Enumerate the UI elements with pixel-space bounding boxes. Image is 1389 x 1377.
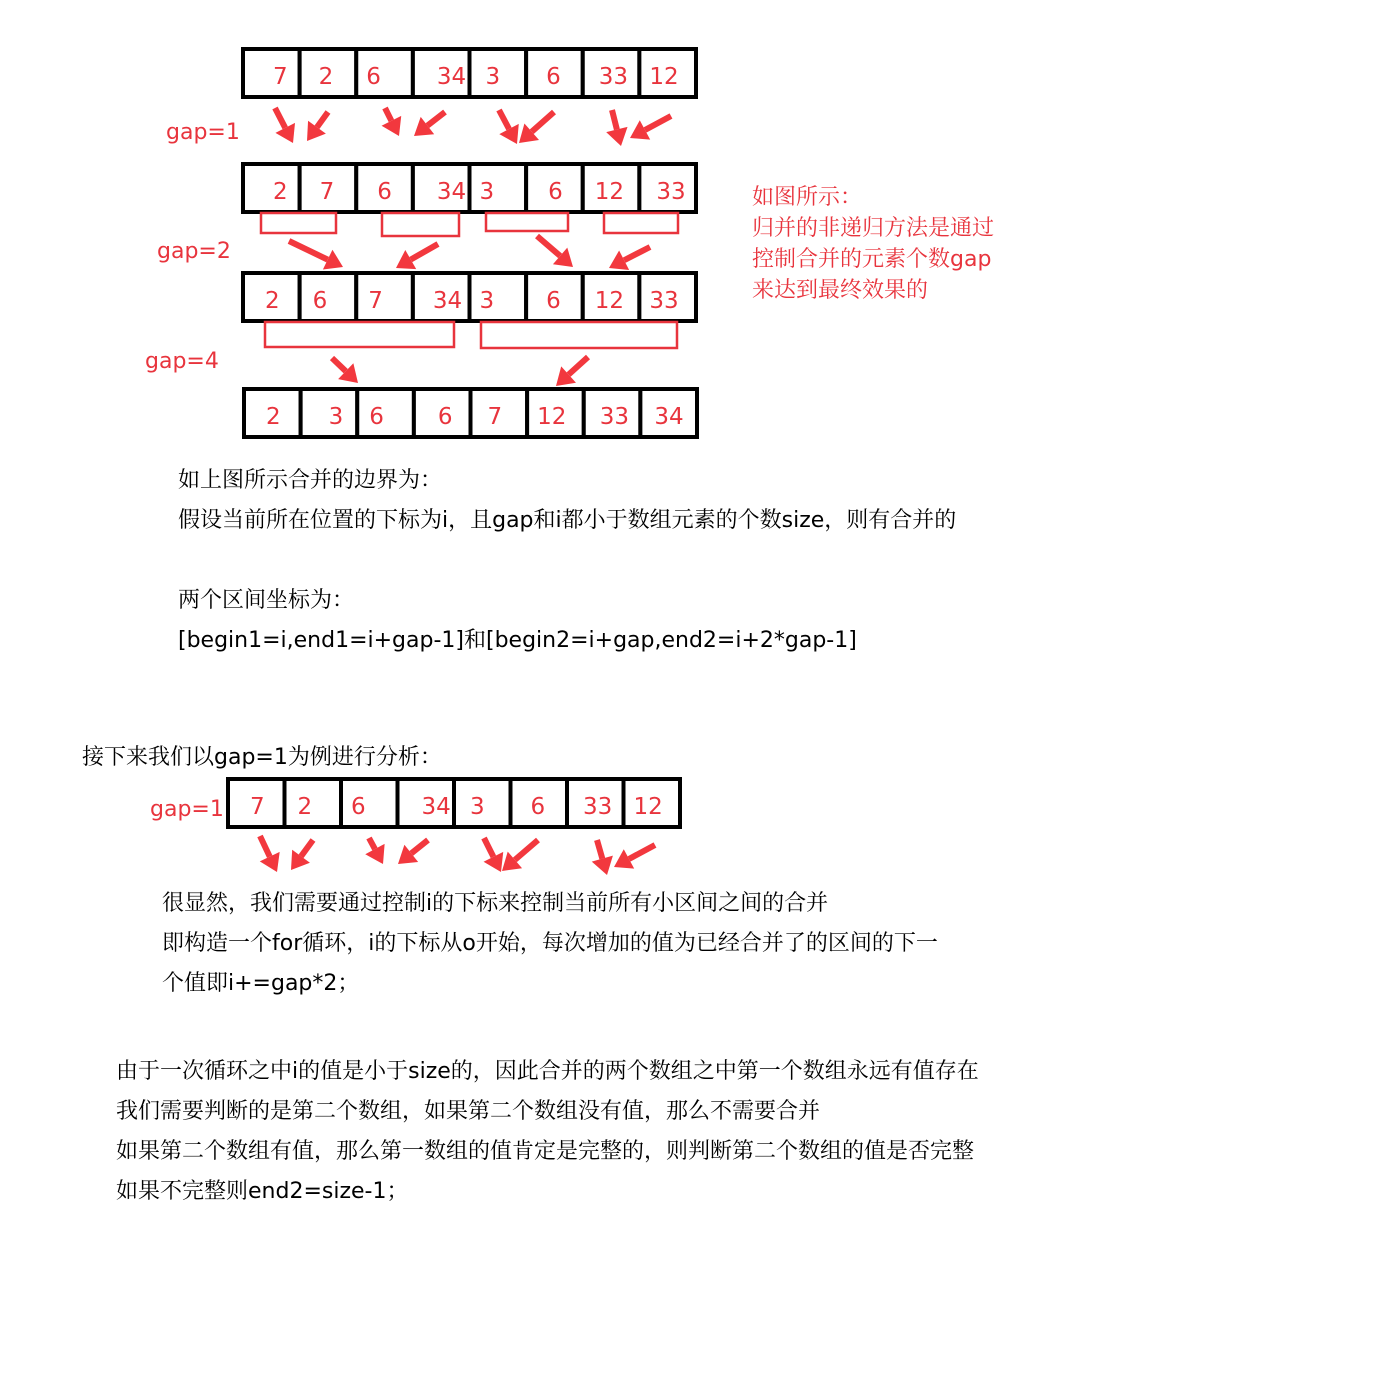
array-cell-value: 2 [297,794,313,820]
array-row [243,49,696,97]
merge-arrow [606,109,627,146]
merge-bracket [604,213,678,233]
merge-bracket [261,213,336,233]
merge-bracket [486,213,568,231]
array-row [243,273,696,321]
merge-bracket [382,213,459,236]
paragraph-line: 如果第二个数组有值，那么第一数组的值肯定是完整的，则判断第二个数组的值是否完整 [116,1139,975,1164]
array-cell-value: 12 [649,64,679,90]
merge-arrow [272,107,295,143]
merge-arrow [365,837,384,864]
gap-label: gap=1 [166,120,240,145]
paragraph-line: 如上图所示合并的边界为： [178,468,443,493]
merge-arrow [307,110,330,141]
array-cell [243,164,300,212]
merge-arrow [396,241,439,269]
merge-arrow [592,839,613,875]
array-cell-value: 2 [273,179,288,205]
array-cell-value: 12 [594,288,625,314]
array-cell-value: 7 [487,404,503,430]
array-row [243,164,696,212]
array-cell-value: 3 [479,288,495,314]
merge-arrow [330,356,358,383]
array-cell [300,273,357,321]
blank-line [178,541,956,581]
array-cell-value: 34 [432,288,463,314]
array-cell-value: 12 [537,404,567,430]
merge-arrow [398,838,430,864]
paragraph-line: 如果不完整则end2=size-1； [116,1179,409,1204]
array-cell-value: 2 [265,288,280,314]
array-cell-value: 6 [369,404,384,430]
array-cell-value: 7 [273,64,288,90]
note-line: 归并的非递归方法是通过 [752,216,995,241]
paragraph-line: 很显然，我们需要通过控制i的下标来控制当前所有小区间之间的合并 [162,891,829,916]
note-line: 如图所示： [752,185,863,210]
note-line: 来达到最终效果的 [752,278,929,303]
array-row [228,779,680,827]
array-cell [357,389,414,437]
array-cell-value: 6 [351,794,366,820]
merge-arrow [257,835,279,872]
array-cell-value: 6 [377,179,392,205]
paragraph-line: 我们需要判断的是第二个数组，如果第二个数组没有值，那么不需要合并 [116,1099,821,1124]
merge-arrow [496,109,518,144]
boundary-paragraph [178,461,956,661]
array-cell-value: 12 [594,179,625,205]
array-cell-value: 33 [598,64,629,90]
array-cell-value: 34 [436,179,467,205]
paragraph-line: [begin1=i,end1=i+gap-1]和[begin2=i+gap,end2=i+2*gap-1] [178,628,857,653]
merge-bracket [265,322,454,347]
merge-bracket [481,322,677,348]
array-cell-value: 6 [312,288,328,314]
paragraph-line: 即构造一个for循环，i的下标从o开始，每次增加的值为已经合并了的区间的下一 [162,931,938,956]
array-cell-value: 6 [546,288,561,314]
array-cell-value: 3 [479,179,495,205]
array-cell [243,49,300,97]
gap-label: gap=4 [145,349,219,374]
merge-arrow [519,110,556,143]
array-row [244,389,697,437]
array-cell-value: 3 [328,404,344,430]
array-cell-value: 34 [436,64,467,90]
array-cell [470,273,527,321]
merge-arrow [630,113,672,139]
array-cell [470,164,527,212]
merge-arrow [414,110,447,136]
paragraph-line: 两个区间坐标为： [178,588,355,613]
array-cell-value: 2 [318,64,334,90]
array-cell-value: 6 [437,404,453,430]
merge-arrow [502,838,540,871]
merge-arrow [382,107,402,136]
array-cell-value: 6 [548,179,563,205]
loop-paragraph [162,884,938,1004]
paragraph-line: 由于一次循环之中i的值是小于size的，因此合并的两个数组之中第一个数组永远有值存在 [116,1059,979,1084]
condition-paragraph [116,1052,979,1212]
array-cell-value: 3 [470,794,485,820]
array-cell-value: 7 [319,179,335,205]
array-cell-value: 12 [633,794,663,820]
merge-arrow [535,234,573,267]
array-cell-value: 34 [421,794,451,820]
array-cell [341,779,398,827]
array-cell [356,273,413,321]
note-line: 控制合并的元素个数gap [752,247,992,272]
gap-label: gap=2 [157,239,231,264]
merge-arrow [291,838,315,870]
array-cell-value: 6 [530,794,546,820]
array-cell [356,49,413,97]
merge-arrow [481,837,503,872]
gap-label: gap=1 [150,797,224,822]
array-cell-value: 6 [546,64,561,90]
array-cell-value: 7 [368,288,383,314]
section-heading: 接下来我们以gap=1为例进行分析： [82,745,442,770]
array-cell-value: 33 [599,404,630,430]
merge-arrow [609,244,651,270]
array-cell-value: 33 [656,179,686,205]
array-cell-value: 33 [649,288,679,314]
array-cell-value: 33 [583,794,613,820]
array-cell-value: 3 [485,64,501,90]
explanation-note [752,182,994,306]
merge-arrow [614,842,656,868]
array-cell-value: 7 [250,794,265,820]
array-cell-value: 2 [266,404,281,430]
paragraph-line: 个值即i+=gap*2； [162,971,360,996]
merge-arrow [288,238,343,269]
paragraph-line: 假设当前所在位置的下标为i，且gap和i都小于数组元素的个数size，则有合并的 [178,508,957,533]
merge-arrow [556,355,590,386]
array-cell [285,779,342,827]
array-cell-value: 6 [366,64,381,90]
array-cell-value: 34 [654,404,684,430]
